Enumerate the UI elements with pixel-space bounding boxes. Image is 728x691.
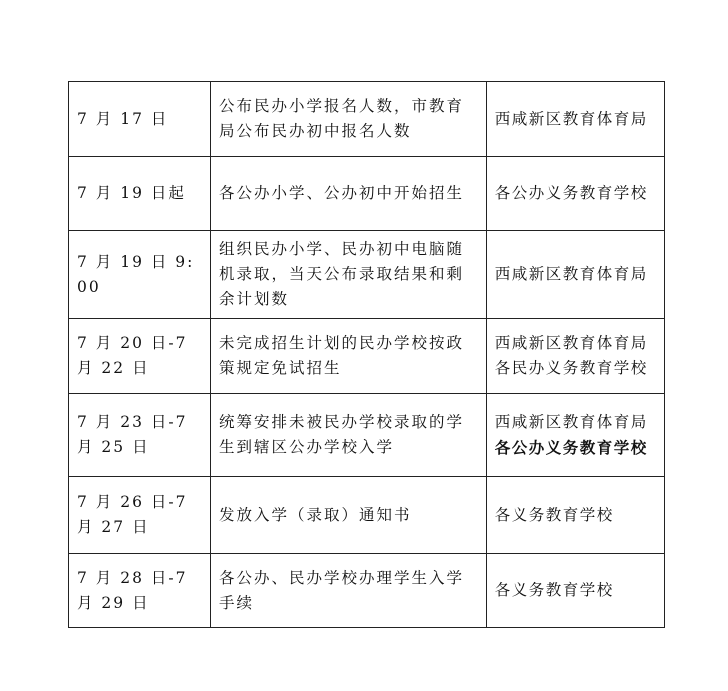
date-cell: 7 月 19 日 9:00 (69, 231, 211, 319)
org-line: 西咸新区教育体育局 (494, 334, 648, 352)
org-line: 各义务教育学校 (494, 581, 614, 599)
enrollment-schedule-table (68, 81, 665, 628)
table-row (69, 554, 665, 628)
org-cell (486, 231, 664, 319)
org-cell (486, 82, 664, 157)
table-row (69, 231, 665, 319)
date-cell: 7 月 26 日-7 月 27 日 (69, 477, 211, 554)
date-cell: 7 月 17 日 (69, 82, 211, 157)
task-cell: 未完成招生计划的民办学校按政策规定免试招生 (210, 319, 486, 394)
date-cell: 7 月 23 日-7 月 25 日 (69, 394, 211, 477)
task-cell: 发放入学（录取）通知书 (210, 477, 486, 554)
org-cell (486, 477, 664, 554)
org-line: 各民办义务教育学校 (494, 359, 648, 377)
task-cell: 各公办、民办学校办理学生入学手续 (210, 554, 486, 628)
org-line: 西咸新区教育体育局 (494, 265, 648, 283)
org-cell (486, 157, 664, 231)
table-row (69, 82, 665, 157)
table-row (69, 157, 665, 231)
table-row (69, 477, 665, 554)
date-cell: 7 月 28 日-7 月 29 日 (69, 554, 211, 628)
task-cell: 统筹安排未被民办学校录取的学生到辖区公办学校入学 (210, 394, 486, 477)
date-cell: 7 月 20 日-7 月 22 日 (69, 319, 211, 394)
org-line-bold: 各公办义务教育学校 (494, 438, 648, 457)
org-cell (486, 554, 664, 628)
org-line: 各公办义务教育学校 (494, 184, 648, 202)
task-cell: 组织民办小学、民办初中电脑随机录取，当天公布录取结果和剩余计划数 (210, 231, 486, 319)
task-cell: 各公办小学、公办初中开始招生 (210, 157, 486, 231)
org-line: 西咸新区教育体育局 (494, 413, 648, 431)
date-cell: 7 月 19 日起 (69, 157, 211, 231)
org-line: 各义务教育学校 (494, 505, 614, 524)
task-cell: 公布民办小学报名人数，市教育局公布民办初中报名人数 (210, 82, 486, 157)
table-row (69, 319, 665, 394)
org-cell (486, 319, 664, 394)
org-cell (486, 394, 664, 477)
table-row (69, 394, 665, 477)
org-line: 西咸新区教育体育局 (494, 109, 648, 128)
